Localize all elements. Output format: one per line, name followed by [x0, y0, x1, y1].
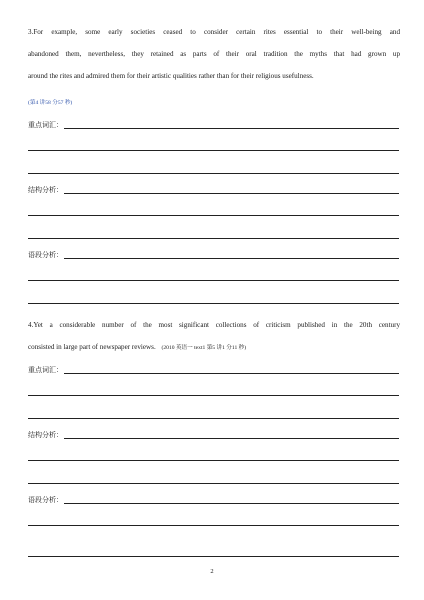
- sentence-3-line-1: 3.For example, some early societies ceased to consider certain rites essential to their well-being and: [28, 28, 400, 36]
- field-vocab-3[interactable]: [28, 120, 399, 130]
- answer-line[interactable]: [28, 238, 399, 239]
- sentence-4-source: (2010 英语一 text1 第5 讲1 分11 秒): [161, 345, 247, 351]
- answer-line[interactable]: [28, 460, 399, 461]
- answer-line[interactable]: [28, 395, 399, 396]
- page-number: 2: [210, 568, 214, 575]
- field-structure-3[interactable]: [28, 185, 399, 195]
- field-structure-4-line[interactable]: [64, 438, 399, 439]
- field-structure-4-label: 结构分析：: [28, 431, 63, 439]
- sentence-3: [28, 21, 400, 87]
- sentence-4-line-1: 4.Yet a considerable number of the most significant collections of criticism published in the 20th century: [28, 321, 400, 329]
- field-structure-3-line[interactable]: [64, 193, 399, 194]
- field-structure-3-label: 结构分析：: [28, 186, 63, 194]
- answer-line[interactable]: [28, 556, 399, 557]
- field-vocab-4-label: 重点词汇：: [28, 366, 63, 374]
- field-paragraph-3-line[interactable]: [64, 258, 399, 259]
- answer-line[interactable]: [28, 280, 399, 281]
- field-vocab-4-line[interactable]: [64, 373, 399, 374]
- answer-line[interactable]: [28, 150, 399, 151]
- field-paragraph-3-label: 语段分析：: [28, 251, 63, 259]
- answer-line[interactable]: [28, 525, 399, 526]
- sentence-3-source: (第4 讲58 分57 秒): [28, 100, 73, 106]
- field-vocab-3-line[interactable]: [64, 128, 399, 129]
- sentence-3-line-2: abandoned them, nevertheless, they retained as parts of their oral tradition the myths that had grown up: [28, 50, 400, 58]
- sentence-4-line-2: [28, 336, 400, 359]
- answer-line[interactable]: [28, 303, 399, 304]
- sentence-3-line-3: around the rites and admired them for their artistic qualities rather than for their religious usefulness.: [28, 72, 314, 80]
- field-paragraph-4-label: 语段分析：: [28, 496, 63, 504]
- field-paragraph-4-line[interactable]: [64, 503, 399, 504]
- field-paragraph-4[interactable]: [28, 495, 399, 505]
- sentence-4-line-2-text: consisted in large part of newspaper reviews.: [28, 343, 156, 351]
- answer-line[interactable]: [28, 173, 399, 174]
- answer-line[interactable]: [28, 483, 399, 484]
- answer-line[interactable]: [28, 215, 399, 216]
- sentence-4: [28, 314, 400, 359]
- field-vocab-4[interactable]: [28, 365, 399, 375]
- field-paragraph-3[interactable]: [28, 250, 399, 260]
- field-structure-4[interactable]: [28, 430, 399, 440]
- answer-line[interactable]: [28, 418, 399, 419]
- field-vocab-3-label: 重点词汇：: [28, 121, 63, 129]
